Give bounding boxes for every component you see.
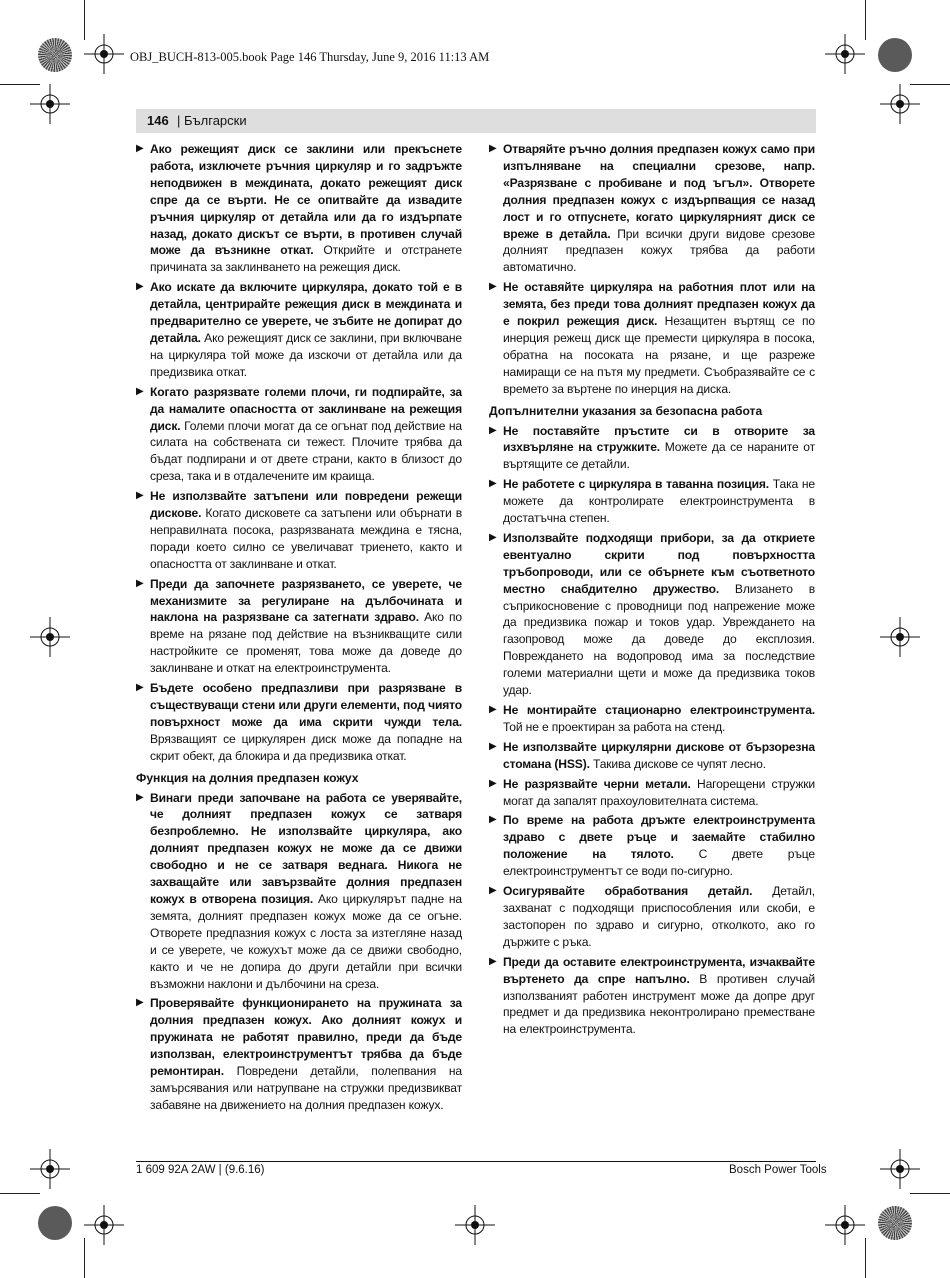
- bullet-text: Така не можете да контролирате електроинструмента в достатъчна степен.: [503, 477, 815, 526]
- bullet-bold-text: Не работете с циркуляра в таванна позиция.: [503, 477, 769, 492]
- bullet-text: Влизането в съприкосновение с проводници под напрежение може да предизвика пожар и токов удар. Увреждането на газопровод може да доведе до експлозия. Повреждането на водопровод има за последствие големи материални щети и може да предизвика токов удар.: [503, 581, 815, 698]
- bullet-bold-text: Винаги преди започване на работа се уверявайте, че долният предпазен кожух се затваря безпроблемно. Не използвайте циркуляра, ако долният предпазен кожух не може да се движи свободно и не се затваря веднага. Никога не захващайте или завързвайте долния предпазен кожух в отворена позиция.: [150, 790, 462, 906]
- bullet-triangle-icon: ▶: [489, 478, 497, 490]
- bullet-item: [489, 279, 815, 397]
- bullet-text: Ако режещият диск се заклини, при включване на циркуляра той може да изскочи от детайла или да предизвика откат.: [150, 330, 462, 379]
- bullet-text: Можете да се нараните от въртящите се детайли.: [503, 440, 815, 472]
- footer-rule: [136, 1161, 816, 1162]
- language-label: | Български: [177, 113, 247, 128]
- bullet-item: [489, 776, 815, 810]
- bullet-bold-text: Осигурявайте обработвания детайл.: [503, 884, 753, 899]
- registration-mark-icon: [880, 1149, 920, 1189]
- bullet-triangle-icon: ▶: [136, 997, 144, 1009]
- bullet-bold-text: Преди да започнете разрязването, се уверете, че механизмите за регулиране на дълбочината и наклона на разрязване са затегнати здраво.: [150, 576, 462, 625]
- registration-mark-icon: [84, 34, 124, 74]
- bullet-bold-text: Не използвайте затъпени или повредени режещи дискове.: [150, 489, 462, 521]
- right-column: [489, 141, 815, 1041]
- registration-mark-icon: [825, 1205, 865, 1245]
- color-target-icon: [878, 38, 912, 72]
- registration-mark-icon: [880, 617, 920, 657]
- bullet-item: [136, 680, 462, 765]
- bullet-item: [136, 995, 462, 1113]
- bullet-item: [489, 141, 815, 276]
- print-slug: OBJ_BUCH-813-005.book Page 146 Thursday, June 9, 2016 11:13 AM: [130, 50, 490, 64]
- bullet-triangle-icon: ▶: [136, 577, 144, 589]
- bullet-bold-text: Ако искате да включите циркуляра, докато той е в детайла, центрирайте режещия диск в междината и предварително се уверете, че зъбите не допират до детайла.: [150, 280, 462, 345]
- section-heading: Допълнителни указания за безопасна работа: [489, 403, 763, 418]
- bullet-triangle-icon: ▶: [136, 385, 144, 397]
- bullet-item: [136, 488, 462, 573]
- bullet-triangle-icon: ▶: [489, 281, 497, 293]
- footer-document-id: 1 609 92A 2AW | (9.6.16): [136, 1164, 265, 1176]
- bullet-text: Когато дисковете са затъпени или обърнати в неправилната посока, разрязваната междина е тясна, поради което силно се увеличават триенето, както и опасността от заклинване и откат.: [150, 506, 462, 571]
- bullet-item: [136, 279, 462, 380]
- bullet-text: В противен случай използваният работен инструмент може да допре друг предмет и да предизвика неконтролирано преместване на електроинструмента.: [503, 971, 816, 1037]
- left-column: [136, 141, 462, 1117]
- bullet-text: При всички други видове срезове долният предпазен кожух трябва да работи автоматично.: [503, 226, 815, 275]
- bullet-triangle-icon: ▶: [136, 490, 144, 502]
- bullet-bold-text: Когато разрязвате големи плочи, ги подпирайте, за да намалите опасността от заклинване на режещия диск.: [150, 384, 462, 433]
- bullet-triangle-icon: ▶: [489, 704, 497, 715]
- bullet-text: Ако по време на рязане под действие на възникващите сили настройките се променят, това може да доведе до заклинване и откат на електроинструмента.: [150, 610, 462, 676]
- registration-mark-icon: [30, 84, 70, 124]
- page-number: 146: [147, 113, 169, 128]
- registration-mark-icon: [30, 617, 70, 657]
- bullet-bold-text: По време на работа дръжте електроинструмента здраво с двете ръце и заемайте стабилно положение на тялото.: [503, 813, 815, 862]
- bullet-triangle-icon: ▶: [489, 740, 497, 752]
- bullet-bold-text: Ако режещият диск се заклини или прекъснете работа, изключете ръчния циркуляр и го задръжте неподвижен в междината, докато режещият диск спре да се върти. Не се опитвайте да извадите ръчния циркуляр от детайла или да го издърпате назад, докато дискът се върти, в противен случай може да възникне откат.: [150, 142, 462, 258]
- bullet-bold-text: Проверявайте функционирането на пружината за долния предпазен кожух. Ако долният кожух и пружината не работят правилно, преди да бъде използван, електроинструментът трябва да бъде ремонтиран.: [150, 996, 462, 1079]
- bullet-item: [489, 476, 815, 527]
- bullet-item: [489, 423, 815, 474]
- bullet-item: [489, 954, 815, 1039]
- bullet-text: Такива дискове се чупят лесно.: [589, 756, 766, 771]
- footer-brand: Bosch Power Tools: [729, 1164, 827, 1176]
- bullet-bold-text: Не използвайте циркулярни дискове от бързорезна стомана (HSS).: [503, 739, 815, 771]
- bullet-bold-text: Не поставяйте пръстите си в отворите за изхвърляне на стружките.: [503, 423, 815, 455]
- bullet-bold-text: Бъдете особено предпазливи при разрязване в съществуващи стени или други елементи, под чиято повърхност може да има скрити чужди тела.: [150, 681, 462, 729]
- bullet-bold-text: Не монтирайте стационарно електроинструмента.: [503, 703, 815, 717]
- bullet-triangle-icon: ▶: [489, 143, 497, 154]
- bullet-triangle-icon: ▶: [489, 885, 497, 897]
- bullet-item: [489, 702, 815, 736]
- bullet-item: [489, 530, 815, 699]
- bullet-item: [489, 739, 815, 773]
- bullet-triangle-icon: ▶: [489, 955, 497, 967]
- bullet-bold-text: Отваряйте ръчно долния предпазен кожух само при изпълняване на специални срезове, напр. «Разрязване с пробиване и под ъгъл». Отворете долния предпазен кожух с издърпващия се назад лост и го отпуснете, когато циркулярният диск се вреже в детайла.: [503, 142, 815, 241]
- bullet-text: Детайл, захванат с подходящи приспособления или скоби, е застопорен по здраво и сигурно, отколкото, ако го държите с ръка.: [503, 884, 815, 949]
- color-target-icon: [38, 1206, 72, 1240]
- bullet-item: [136, 790, 462, 993]
- bullet-triangle-icon: ▶: [489, 814, 497, 826]
- bullet-bold-text: Не оставяйте циркуляра на работния плот или на земята, без преди това долният предпазен кожух да е покрил режещия диск.: [503, 280, 815, 329]
- bullet-item: [489, 812, 815, 880]
- bullet-text: Той не е проектиран за работа на стенд.: [503, 719, 726, 734]
- section-heading: Функция на долния предпазен кожух: [136, 770, 359, 785]
- bullet-text: Врязващият се циркулярен диск може да попадне на скрит обект, да блокира и да предизвика откат.: [150, 731, 462, 763]
- registration-mark-icon: [825, 34, 865, 74]
- bullet-item: [136, 576, 462, 677]
- bullet-item: [136, 384, 462, 485]
- bullet-text: С двете ръце електроинструментът се води по-сигурно.: [503, 847, 815, 879]
- bullet-text: Нагорещени стружки могат да запалят прахоуловителната система.: [503, 776, 816, 808]
- registration-mark-icon: [880, 84, 920, 124]
- bullet-text: Ако циркулярът падне на земята, долният предпазен кожух може да се огъне. Отворете предпазния кожух с лоста за изтегляне назад и се уверете, че кожухът може да се движи свободно, както и че не допира до други детайли при всички възможни наклони и дълбочини на среза.: [150, 891, 463, 991]
- bullet-triangle-icon: ▶: [489, 777, 497, 789]
- bullet-triangle-icon: ▶: [489, 424, 497, 436]
- bullet-triangle-icon: ▶: [489, 531, 497, 543]
- bullet-bold-text: Използвайте подходящи прибори, за да откриете евентуално скрити под повърхността тръбопроводи, или се обърнете към съответното местно снабдително дружество.: [503, 530, 815, 596]
- registration-mark-icon: [455, 1205, 495, 1245]
- color-target-icon: [38, 38, 72, 72]
- bullet-bold-text: Преди да оставите електроинструмента, изчаквайте въртенето да спре напълно.: [503, 954, 815, 986]
- bullet-triangle-icon: ▶: [136, 682, 144, 694]
- bullet-text: Повредени детайли, полепвания на замърсявания или натрупване на стружки предизвикват забавяне на движението на долния предпазен кожух.: [150, 1064, 462, 1112]
- bullet-bold-text: Не разрязвайте черни метали.: [503, 776, 691, 791]
- bullet-item: [489, 883, 815, 951]
- color-target-icon: [878, 1206, 912, 1240]
- bullet-text: Незащитен въртящ се по инерция режещ диск ще премести циркуляра в посока, обратна на посоката на рязане, и ще разреже намиращи се на пътя му предмети. Съобразявайте се с времето за въртене по инерция на диска.: [503, 314, 815, 396]
- bullet-text: Открийте и отстранете причината за заклинването на режещия диск.: [150, 243, 462, 275]
- bullet-text: Големи плочи могат да се огънат под действие на силата на собствената си тежест. Плочите трябва да бъдат подпирани и от двете страни, както в близост до среза, така и в отдалечените им краища.: [150, 418, 462, 484]
- bullet-item: [136, 141, 462, 276]
- bullet-triangle-icon: ▶: [136, 281, 144, 293]
- registration-mark-icon: [84, 1205, 124, 1245]
- bullet-triangle-icon: ▶: [136, 143, 144, 154]
- bullet-triangle-icon: ▶: [136, 791, 144, 803]
- registration-mark-icon: [30, 1149, 70, 1189]
